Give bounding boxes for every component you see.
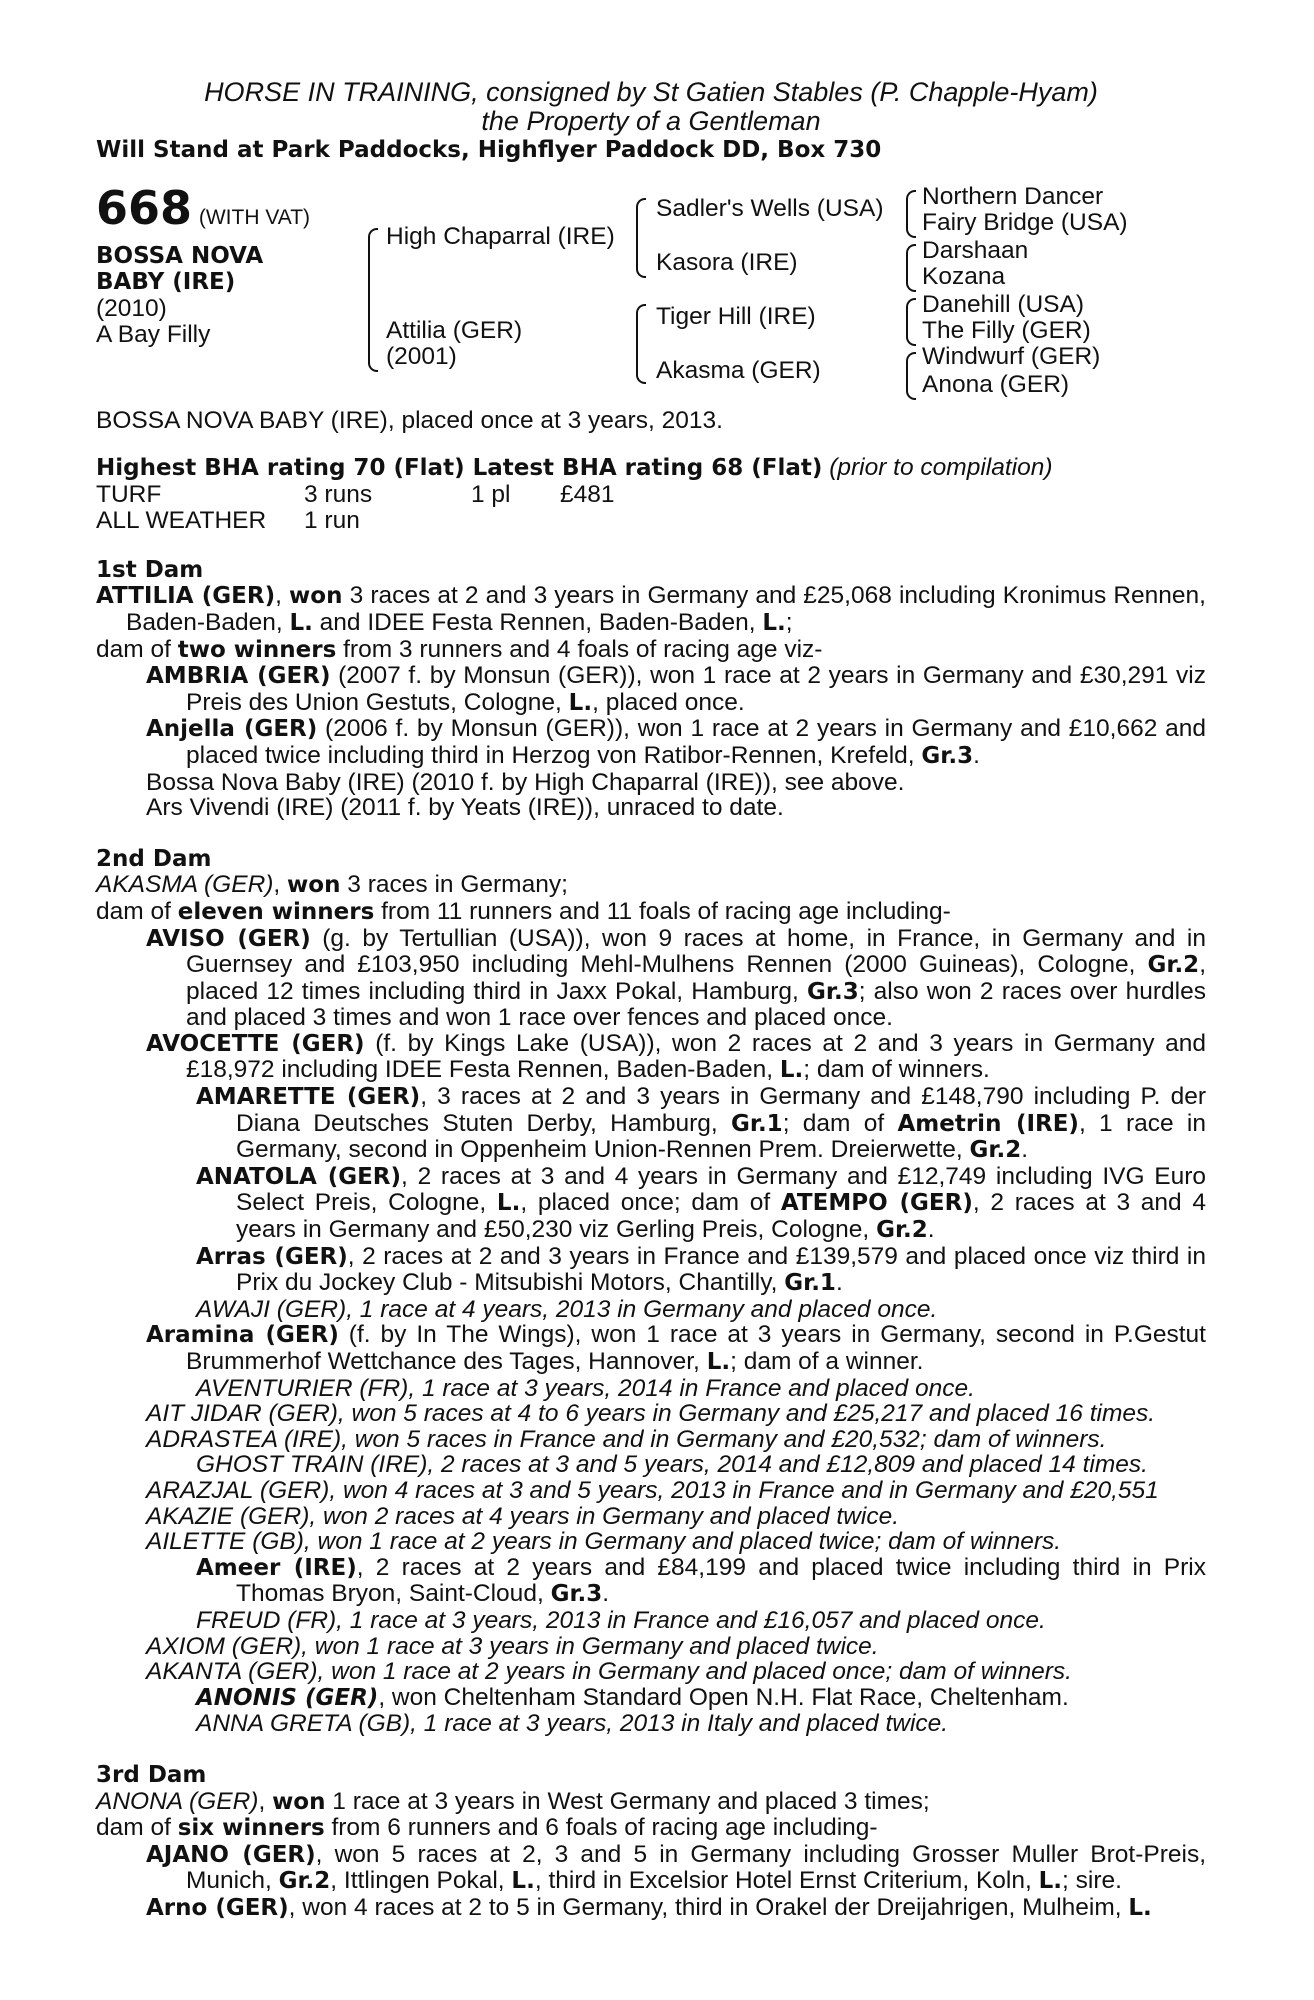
turf-placed: 1 pl — [471, 480, 511, 508]
second-dam-entry: AKASMA (GER), won 3 races in Germany; — [96, 871, 568, 899]
aw-row — [96, 508, 1206, 534]
sds: Darshaan — [922, 236, 1029, 264]
produce-anna-greta: ANNA GRETA (GB), 1 race at 3 years, 2013 in Italy and placed twice. — [196, 1710, 949, 1738]
aw-label: ALL WEATHER — [96, 506, 267, 534]
location-line: Will Stand at Park Paddocks, Highflyer Paddock DD, Box 730 — [96, 137, 882, 163]
produce-adrastea: ADRASTEA (IRE), won 5 races in France and in Germany and £20,532; dam of winners. — [146, 1425, 1107, 1453]
catalogue-page — [96, 78, 1206, 1921]
produce-bossa-nova: Bossa Nova Baby (IRE) (2010 f. by High Chaparral (IRE)), see above. — [146, 768, 905, 796]
sire-dam: Kasora (IRE) — [656, 248, 798, 276]
lot-number-line — [96, 180, 311, 235]
brace-dam — [636, 304, 646, 384]
second-dam-heading: 2nd Dam — [96, 845, 212, 872]
produce-amarette: AMARETTE (GER), 3 races at 2 and 3 years in Germany and £148,790 including P. der Diana Deutsches Stuten Derby, Hamburg, Gr.1; dam of Ametrin (IRE), 1 race in Germany, second in Oppenheim Union-Rennen Prem. Dreierwette, Gr.2. — [196, 1083, 1207, 1164]
produce-arazjal: ARAZJAL (GER), won 4 races at 3 and 5 years, 2013 in France and in Germany and £20,551 — [146, 1476, 1159, 1504]
brace-ds — [906, 298, 916, 346]
sire-sire: Sadler's Wells (USA) — [656, 194, 884, 222]
first-dam-heading: 1st Dam — [96, 556, 204, 583]
dam: Attilia (GER) — [386, 316, 523, 344]
sdd: Kozana — [922, 262, 1006, 290]
horse-name-1: BOSSA NOVA — [96, 242, 264, 269]
produce-aramina: Aramina (GER) (f. by In The Wings), won 1 race at 3 years in Germany, second in P.Gestut Brummerhof Wettchance des Tages, Hannover, L.; dam of a winner. — [146, 1321, 1206, 1375]
produce-ameer: Ameer (IRE), 2 races at 2 years and £84,199 and placed twice including third in Prix Thomas Bryon, Saint-Cloud, Gr.3. — [196, 1553, 1206, 1608]
produce-anonis: ANONIS (GER), won Cheltenham Standard Open N.H. Flat Race, Cheltenham. — [196, 1683, 1069, 1711]
produce-avocette: AVOCETTE (GER) (f. by Kings Lake (USA)), won 2 races at 2 and 3 years in Germany and £18,972 including IDEE Festa Rennen, Baden-Baden, L.; dam of winners. — [146, 1029, 1207, 1084]
dam-dam: Akasma (GER) — [656, 356, 821, 384]
turf-row — [96, 482, 1206, 508]
dds: Windwurf (GER) — [922, 342, 1101, 370]
produce-axiom: AXIOM (GER), won 1 race at 3 years in Germany and placed twice. — [146, 1632, 879, 1660]
brace-sire — [636, 198, 646, 278]
sss: Northern Dancer — [922, 182, 1104, 210]
produce-anatola: ANATOLA (GER), 2 races at 3 and 4 years in Germany and £12,749 including IVG Euro Select Preis, Cologne, L., placed once; dam of ATEMPO (GER), 2 races at 3 and 4 years in Germany and £50,230 viz Gerling Preis, Cologne, Gr.2. — [196, 1162, 1207, 1244]
turf-runs: 3 runs — [304, 480, 373, 508]
produce-freud: FREUD (FR), 1 race at 3 years, 2013 in France and £16,057 and placed once. — [196, 1606, 1046, 1634]
ratings-block — [96, 455, 1206, 534]
third-dam-produce: dam of six winners from 6 runners and 6 foals of racing age including- — [96, 1814, 878, 1842]
third-dam-entry: ANONA (GER), won 1 race at 3 years in West Germany and placed 3 times; — [96, 1787, 930, 1815]
pedigree-block — [96, 180, 1206, 408]
dss: Danehill (USA) — [922, 290, 1085, 318]
produce-arras: Arras (GER), 2 races at 2 and 3 years in France and £139,579 and placed once viz third in Prix du Jockey Club - Mitsubishi Motors, Chantilly, Gr.1. — [196, 1242, 1206, 1297]
produce-aviso: AVISO (GER) (g. by Tertullian (USA)), won 9 races at home, in France, in Germany and in Guernsey and £103,950 including Mehl-Mulhens Rennen (2000 Guineas), Cologne, Gr.2, placed 12 times including third in Jaxx Pokal, Hamburg, Gr.3; also won 2 races over hurdles and placed 3 times and won 1 race over fences and placed once. — [146, 924, 1207, 1032]
produce-aventurier: AVENTURIER (FR), 1 race at 3 years, 2014 in France and placed once. — [196, 1374, 975, 1402]
brace-dd — [906, 352, 916, 400]
produce-ars-vivendi: Ars Vivendi (IRE) (2011 f. by Yeats (IRE)), unraced to date. — [146, 794, 784, 822]
second-dam-produce: dam of eleven winners from 11 runners and 11 foals of racing age including- — [96, 897, 951, 925]
ddd: Anona (GER) — [922, 370, 1070, 398]
aw-runs: 1 run — [304, 506, 360, 534]
produce-ailette: AILETTE (GB), won 1 race at 2 years in Germany and placed twice; dam of winners. — [146, 1528, 1062, 1556]
brace-gen1 — [368, 228, 378, 372]
horse-description: A Bay Filly — [96, 320, 211, 348]
turf-earnings: £481 — [560, 480, 615, 508]
horse-name-2: BABY (IRE) — [96, 268, 236, 295]
ratings-bold: Highest BHA rating 70 (Flat) Latest BHA rating 68 (Flat) — [96, 455, 823, 482]
ssd: Fairy Bridge (USA) — [922, 208, 1128, 236]
produce-ambria: AMBRIA (GER) (2007 f. by Monsun (GER)), won 1 race at 2 years in Germany and £30,291 viz Preis des Union Gestuts, Cologne, L., placed once. — [146, 662, 1206, 716]
dsd: The Filly (GER) — [922, 316, 1091, 344]
produce-arno: Arno (GER), won 4 races at 2 to 5 in Germany, third in Orakel der Dreijahrigen, Mulheim, L. — [146, 1893, 1152, 1921]
turf-label: TURF — [96, 480, 162, 508]
produce-awaji: AWAJI (GER), 1 race at 4 years, 2013 in Germany and placed once. — [196, 1295, 938, 1323]
produce-ajano: AJANO (GER), won 5 races at 2, 3 and 5 in Germany including Grosser Muller Brot-Preis, Munich, Gr.2, Ittlingen Pokal, L., third in Excelsior Hotel Ernst Criterium, Koln, L.; sire. — [146, 1840, 1207, 1895]
vat-label: (WITH VAT) — [198, 205, 311, 229]
first-dam-entry: ATTILIA (GER), won 3 races at 2 and 3 years in Germany and £25,068 including Kronimus Rennen, Baden-Baden, L. and IDEE Festa Rennen, Baden-Baden, L.; — [96, 582, 1206, 636]
horse-year: (2010) — [96, 294, 167, 322]
produce-akazie: AKAZIE (GER), won 2 races at 4 years in Germany and placed twice. — [146, 1502, 900, 1530]
produce-ghost-train: GHOST TRAIN (IRE), 2 races at 3 and 5 years, 2014 and £12,809 and placed 14 times. — [196, 1451, 1148, 1479]
produce-ait-jidar: AIT JIDAR (GER), won 5 races at 4 to 6 years in Germany and £25,217 and placed 16 times. — [146, 1400, 1156, 1428]
sire: High Chaparral (IRE) — [386, 222, 615, 250]
brace-sd — [906, 244, 916, 292]
ratings-note: (prior to compilation) — [829, 454, 1053, 482]
consignor-line: HORSE IN TRAINING, consigned by St Gatien Stables (P. Chapple-Hyam) — [204, 77, 1098, 107]
first-dam-produce: dam of two winners from 3 runners and 4 foals of racing age viz- — [96, 635, 823, 663]
dam-sire: Tiger Hill (IRE) — [656, 302, 816, 330]
brace-ss — [906, 190, 916, 238]
summary-line: BOSSA NOVA BABY (IRE), placed once at 3 years, 2013. — [96, 406, 723, 434]
produce-anjella: Anjella (GER) (2006 f. by Monsun (GER)), won 1 race at 2 years in Germany and £10,662 and placed twice including third in Herzog von Ratibor-Rennen, Krefeld, Gr.3. — [146, 715, 1206, 769]
dam-year: (2001) — [386, 342, 457, 370]
lot-number: 668 — [96, 180, 193, 235]
third-dam-heading: 3rd Dam — [96, 1761, 207, 1788]
produce-akanta: AKANTA (GER), won 1 race at 2 years in Germany and placed once; dam of winners. — [146, 1658, 1072, 1686]
owner-line: the Property of a Gentleman — [481, 106, 821, 136]
